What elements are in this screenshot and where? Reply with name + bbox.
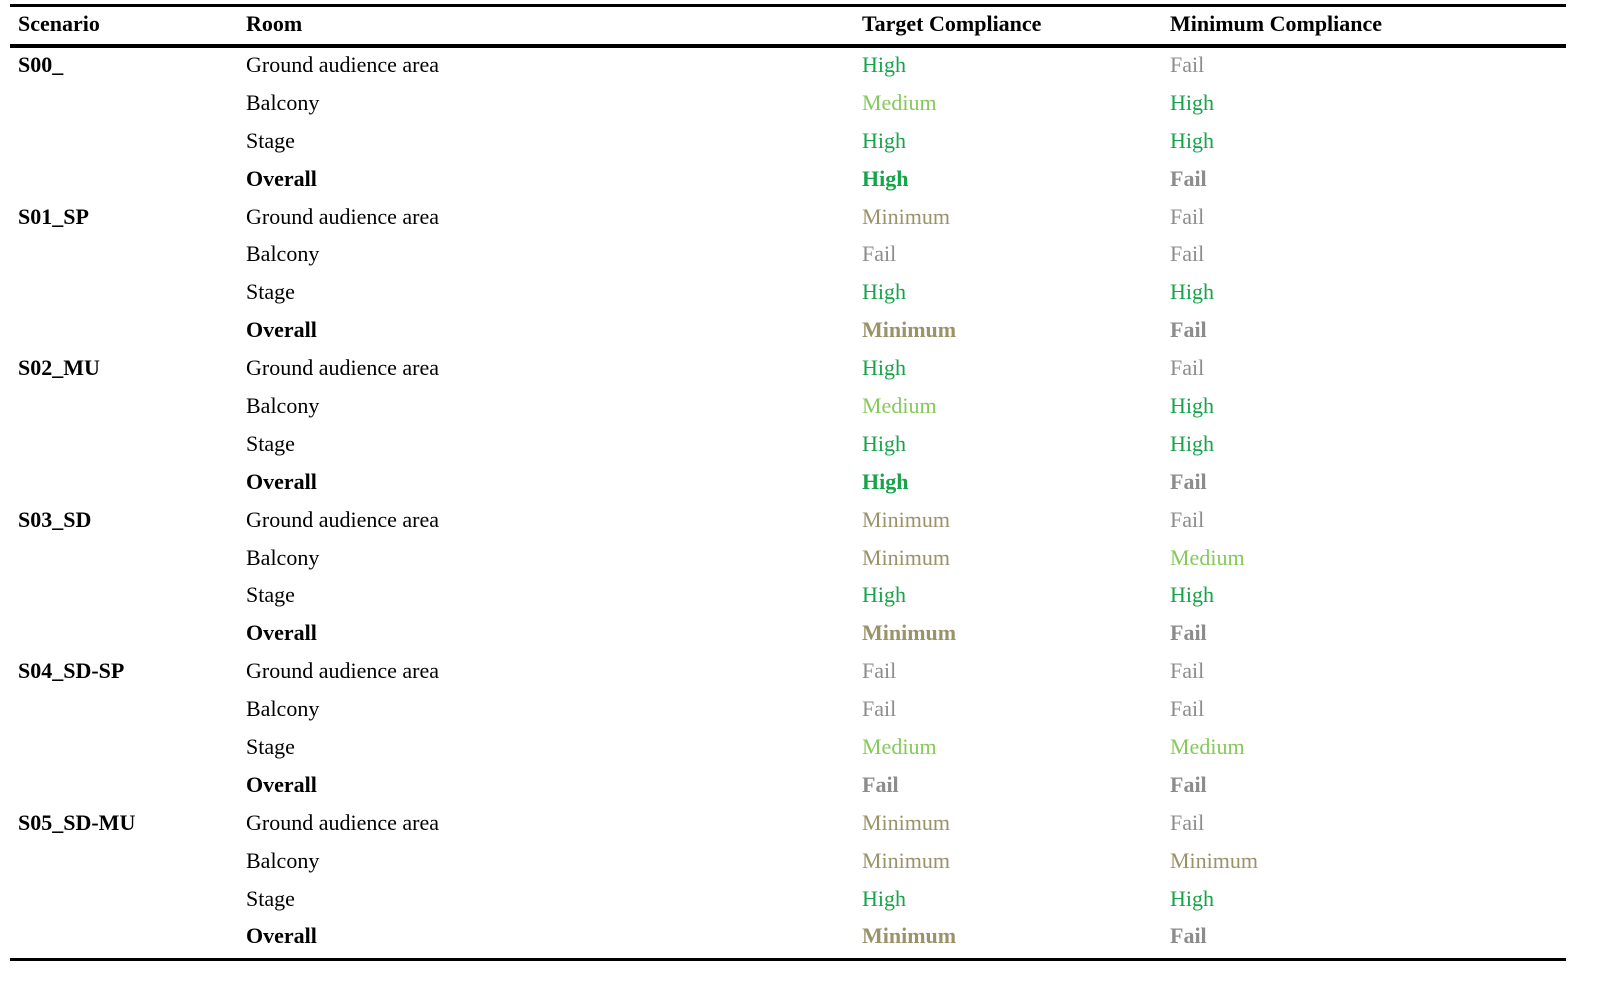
- table-row: [10, 653, 1566, 691]
- cell-room: Ground audience area: [246, 203, 440, 229]
- cell-room: Balcony: [246, 847, 320, 873]
- cell-room: Stage: [246, 127, 295, 153]
- header-scenario: Scenario: [18, 11, 100, 36]
- table-row: [10, 729, 1566, 767]
- table-row: [10, 123, 1566, 161]
- cell-minimum-compliance: Minimum: [1170, 847, 1259, 873]
- table-row: [10, 464, 1566, 502]
- cell-target-compliance: High: [862, 885, 906, 911]
- cell-target-compliance: High: [862, 582, 906, 608]
- cell-room: Ground audience area: [246, 809, 440, 835]
- header-room: Room: [246, 11, 303, 36]
- cell-room: Overall: [246, 468, 317, 494]
- cell-room: Stage: [246, 885, 295, 911]
- table-row: [10, 312, 1566, 350]
- table-row: [10, 350, 1566, 388]
- cell-minimum-compliance: Fail: [1170, 696, 1205, 722]
- cell-target-compliance: Minimum: [862, 506, 951, 532]
- table-row: [10, 918, 1566, 956]
- header-target-compliance: Target Compliance: [862, 11, 1042, 36]
- cell-target-compliance: High: [862, 127, 906, 153]
- table-row: [10, 881, 1566, 919]
- cell-room: Balcony: [246, 241, 320, 267]
- table-row: [10, 767, 1566, 805]
- table-row: [10, 161, 1566, 199]
- cell-room: Ground audience area: [246, 52, 440, 77]
- cell-target-compliance: Fail: [862, 696, 897, 722]
- table-top-rule: [10, 4, 1566, 7]
- cell-room: Balcony: [246, 393, 320, 419]
- cell-target-compliance: Minimum: [862, 809, 951, 835]
- cell-scenario: S02_MU: [18, 355, 100, 381]
- cell-target-compliance: Minimum: [862, 620, 957, 646]
- cell-minimum-compliance: Fail: [1170, 203, 1205, 229]
- table-bottom-rule: [10, 958, 1566, 961]
- cell-target-compliance: Minimum: [862, 923, 957, 949]
- cell-room: Balcony: [246, 544, 320, 570]
- cell-scenario: S05_SD-MU: [18, 809, 136, 835]
- table-row: [10, 426, 1566, 464]
- cell-room: Balcony: [246, 89, 320, 115]
- cell-room: Overall: [246, 165, 317, 191]
- table-row: [10, 85, 1566, 123]
- table-row: [10, 805, 1566, 843]
- cell-room: Ground audience area: [246, 355, 440, 381]
- cell-scenario: S01_SP: [18, 203, 89, 229]
- cell-room: Overall: [246, 620, 317, 646]
- cell-minimum-compliance: High: [1170, 430, 1214, 456]
- cell-room: Stage: [246, 734, 295, 760]
- table-row: [10, 47, 1566, 85]
- cell-target-compliance: High: [862, 279, 906, 305]
- table-row: [10, 274, 1566, 312]
- cell-minimum-compliance: High: [1170, 279, 1214, 305]
- cell-minimum-compliance: High: [1170, 89, 1214, 115]
- cell-minimum-compliance: Fail: [1170, 241, 1205, 267]
- header-minimum-compliance: Minimum Compliance: [1170, 11, 1383, 36]
- cell-minimum-compliance: Fail: [1170, 317, 1207, 343]
- cell-minimum-compliance: Fail: [1170, 620, 1207, 646]
- table-row: [10, 843, 1566, 881]
- cell-target-compliance: Fail: [862, 241, 897, 267]
- cell-target-compliance: Medium: [862, 89, 937, 115]
- cell-scenario: S04_SD-SP: [18, 658, 125, 684]
- cell-minimum-compliance: Fail: [1170, 658, 1205, 684]
- cell-minimum-compliance: Fail: [1170, 355, 1205, 381]
- table-row: [10, 615, 1566, 653]
- cell-room: Stage: [246, 582, 295, 608]
- cell-target-compliance: High: [862, 468, 909, 494]
- cell-room: Ground audience area: [246, 658, 440, 684]
- cell-room: Overall: [246, 771, 317, 797]
- cell-minimum-compliance: Medium: [1170, 544, 1245, 570]
- cell-minimum-compliance: High: [1170, 885, 1214, 911]
- table-row: [10, 502, 1566, 540]
- cell-minimum-compliance: High: [1170, 393, 1214, 419]
- cell-minimum-compliance: Fail: [1170, 468, 1207, 494]
- table-row: [10, 540, 1566, 578]
- cell-minimum-compliance: High: [1170, 582, 1214, 608]
- cell-room: Stage: [246, 430, 295, 456]
- cell-minimum-compliance: Fail: [1170, 52, 1205, 77]
- cell-minimum-compliance: Fail: [1170, 165, 1207, 191]
- cell-target-compliance: Minimum: [862, 544, 951, 570]
- cell-target-compliance: High: [862, 165, 909, 191]
- table-row: [10, 577, 1566, 615]
- cell-target-compliance: Fail: [862, 658, 897, 684]
- table-row: [10, 691, 1566, 729]
- cell-room: Stage: [246, 279, 295, 305]
- cell-target-compliance: High: [862, 430, 906, 456]
- cell-minimum-compliance: High: [1170, 127, 1214, 153]
- cell-minimum-compliance: Fail: [1170, 809, 1205, 835]
- cell-room: Balcony: [246, 696, 320, 722]
- cell-minimum-compliance: Fail: [1170, 923, 1207, 949]
- table-body: [10, 47, 1566, 956]
- cell-scenario: S03_SD: [18, 506, 92, 532]
- cell-minimum-compliance: Fail: [1170, 771, 1207, 797]
- cell-target-compliance: High: [862, 355, 906, 381]
- cell-target-compliance: High: [862, 52, 906, 77]
- cell-minimum-compliance: Fail: [1170, 506, 1205, 532]
- table-header-row: [10, 8, 1566, 42]
- cell-room: Overall: [246, 317, 317, 343]
- cell-target-compliance: Minimum: [862, 317, 957, 343]
- cell-minimum-compliance: Medium: [1170, 734, 1245, 760]
- cell-target-compliance: Medium: [862, 734, 937, 760]
- table-row: [10, 388, 1566, 426]
- cell-target-compliance: Minimum: [862, 203, 951, 229]
- cell-room: Ground audience area: [246, 506, 440, 532]
- cell-target-compliance: Minimum: [862, 847, 951, 873]
- cell-scenario: S00_: [18, 52, 64, 77]
- cell-target-compliance: Fail: [862, 771, 899, 797]
- table-row: [10, 199, 1566, 237]
- table-row: [10, 236, 1566, 274]
- cell-target-compliance: Medium: [862, 393, 937, 419]
- cell-room: Overall: [246, 923, 317, 949]
